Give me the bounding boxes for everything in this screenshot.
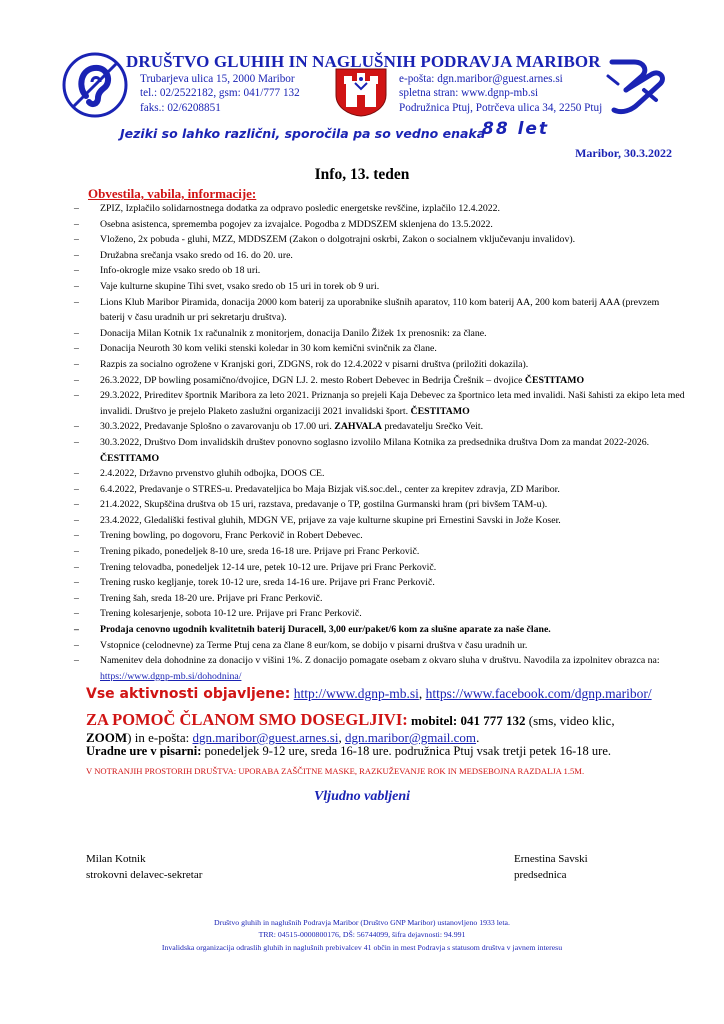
- list-dash: –: [74, 577, 79, 589]
- list-item: [74, 466, 686, 482]
- list-item: [74, 357, 686, 373]
- email-end: .: [476, 730, 480, 745]
- list-dash: –: [74, 561, 79, 573]
- list-item-text: Namenitev dela dohodnine za donacijo v višini 1%. Z donacijo pomagate osebam z okvaro sluha v društvu. Navodila za izpolnitev obrazca na:: [100, 655, 660, 667]
- list-item: [74, 513, 686, 529]
- office-hours-text: ponedeljek 9-12 ure, sreda 16-18 ure. podružnica Ptuj vsak tretji petek 16-18 ure.: [201, 744, 612, 758]
- list-dash: –: [74, 483, 79, 495]
- safety-warning: V NOTRANJIH PROSTORIH DRUŠTVA: UPORABA ZAŠČITNE MASKE, RAZKUŽEVANJE ROK IN MEDSEBOJNA RAZDALJA 1.5M.: [86, 766, 585, 776]
- list-item-text: Donacija Neuroth 30 kom veliki stenski koledar in 30 kom kemični svinčnik za člane.: [100, 343, 437, 355]
- list-item-congrats: ČESTITAMO: [410, 405, 470, 417]
- ear-logo-icon: [62, 52, 128, 118]
- list-item-text: Družabna srečanja vsako sredo od 16. do 20. ure.: [100, 249, 293, 261]
- section-title: Obvestila, vabila, informacije:: [88, 186, 257, 201]
- list-dash: –: [74, 639, 79, 651]
- email-separator: ,: [338, 730, 345, 745]
- footer-line: Društvo gluhih in naglušnih Podravja Maribor (Društvo GNP Maribor) ustanovljeno 1933 leta.: [214, 918, 510, 927]
- list-item: [74, 263, 686, 279]
- list-item-text: 30.3.2022, Društvo Dom invalidskih društev ponovno soglasno izvolilo Milana Kotnika za predsednika društva Dom za mandat 2022-2026.: [100, 436, 650, 448]
- list-item: [74, 482, 686, 498]
- list-item: [74, 528, 686, 544]
- list-item-text: Trening pikado, ponedeljek 8-10 ure, sreda 16-18 ure. Prijave pri Franc Perkovič.: [100, 546, 420, 558]
- branch-line: Podružnica Ptuj, Potrčeva ulica 34, 2250 Ptuj: [399, 101, 603, 114]
- closing-regards: Vljudno vabljeni: [313, 789, 411, 804]
- footer-line: Invalidska organizacija odraslih gluhih in naglušnih prebivalcev 41 občin in mest Podravja s statusom društva v javnem interesu: [161, 942, 563, 952]
- list-dash: –: [74, 358, 79, 370]
- list-item: [74, 373, 686, 389]
- list-item-text: Trening bowling, po dogovoru, Franc Perkovič in Robert Debevec.: [100, 530, 363, 542]
- list-item: [74, 622, 686, 638]
- contact-mobile: mobitel: 041 777 132: [407, 713, 526, 728]
- list-item-text: ZPIZ, Izplačilo solidarnostnega dodatka za odpravo posledic energetske revščine, izplačilo 12.4.2022.: [100, 203, 501, 214]
- email-link-gmail[interactable]: dgn.maribor@gmail.com: [344, 730, 477, 745]
- list-item-text: Trening rusko kegljanje, torek 10-12 ure, sreda 14-16 ure. Prijave pri Franc Perkovič.: [100, 577, 435, 589]
- list-item: [74, 388, 686, 419]
- list-item-text: 2.4.2022, Državno prvenstvo gluhih odbojka, DOOS CE.: [100, 468, 325, 480]
- list-item-text: Trening telovadba, ponedeljek 12-14 ure, petek 10-12 ure. Prijave pri Franc Perkovič.: [100, 561, 437, 573]
- anniversary-years: 88 let: [482, 119, 550, 139]
- list-item: [74, 497, 686, 513]
- list-item-text: Osebna asistenca, sprememba pogojev za izvajalce. Pogodba z MDDSZEM sklenjena do 13.5.2022.: [100, 218, 493, 230]
- list-dash: –: [74, 499, 79, 511]
- list-item-text: Info-okrogle mize vsako sredo ob 18 uri.: [100, 265, 261, 277]
- list-item: [74, 638, 686, 654]
- activities-line: [86, 686, 652, 702]
- phone-line: tel.: 02/2522182, gsm: 041/777 132: [140, 87, 300, 100]
- list-item-text: Vaje kulturne skupine Tihi svet, vsako sredo ob 15 uri in torek ob 9 uri.: [100, 280, 380, 292]
- list-item: [74, 606, 686, 622]
- website-link[interactable]: http://www.dgnp-mb.si: [293, 686, 419, 701]
- list-item-text: Lions Klub Maribor Piramida, donacija 2000 kom baterij za uporabnike slušnih aparatov, 110 kom baterij AA, 200 kom baterij AAA (prevzem baterij v času uradnih ur pri sekretarju društva).: [100, 296, 660, 324]
- list-dash: –: [74, 514, 79, 526]
- list-dash: –: [74, 608, 79, 620]
- list-dash: –: [74, 530, 79, 542]
- signature-right: [514, 851, 588, 883]
- list-dash: –: [74, 374, 79, 386]
- contact-heading: ZA POMOČ ČLANOM SMO DOSEGLJIVI:: [86, 710, 408, 729]
- list-item-text-after: predavatelju Srečko Veit.: [382, 421, 484, 433]
- list-item-text: 26.3.2022, DP bowling posamično/dvojice, DGN LJ. 2. mesto Robert Debevec in Bedrija Črešnik – dvojice: [100, 374, 525, 386]
- list-item-text: Donacija Milan Kotnik 1x računalnik z monitorjem, donacija Danilo Žižek 1x prenosnik: za člane.: [100, 327, 487, 339]
- list-item-text: Vloženo, 2x pobuda - gluhi, MZZ, MDDSZEM (Zakon o dolgotrajni oskrbi, Zakon o socialnem vključevanju invalidov).: [100, 234, 576, 246]
- signer-role: predsednica: [514, 869, 567, 881]
- address-right: [399, 72, 602, 115]
- list-item: [74, 295, 686, 326]
- list-item: [74, 435, 686, 466]
- list-item-text: 23.4.2022, Gledališki festival gluhih, MDGN VE, prijave za vaje kulturne skupine pri Ernestini Savski in Jože Koser.: [100, 514, 561, 526]
- list-item-text: Trening kolesarjenje, sobota 10-12 ure. Prijave pri Franc Perkovič.: [100, 608, 362, 620]
- signer-name: Milan Kotnik: [86, 853, 146, 865]
- website-line: spletna stran: www.dgnp-mb.si: [399, 87, 539, 100]
- list-dash: –: [74, 280, 79, 292]
- list-dash: –: [74, 327, 79, 339]
- list-item: [74, 591, 686, 607]
- list-item: [74, 217, 686, 233]
- list-item: [74, 279, 686, 295]
- list-dash: –: [74, 296, 79, 308]
- contact-zoom: ZOOM: [86, 730, 128, 745]
- list-item: [74, 653, 686, 684]
- contact-email-prefix: ) in e-pošta:: [127, 730, 193, 745]
- list-dash: –: [74, 421, 79, 433]
- list-item-text: Prodaja cenovno ugodnih kvalitetnih baterij Duracell, 3,00 eur/paket/6 kom za slušne aparate za naše člane.: [100, 624, 551, 636]
- list-item: [74, 341, 686, 357]
- list-item-emphasis: ZAHVALA: [334, 421, 383, 433]
- email-link-arnes[interactable]: dgn.maribor@guest.arnes.si: [192, 730, 339, 745]
- footer-line: TRR: 04515-0000800176, DŠ: 56744099, šifra dejavnosti: 94.991: [258, 930, 466, 940]
- list-item-text: Trening šah, sreda 18-20 ure. Prijave pri Franc Perkovič.: [100, 592, 323, 604]
- list-dash: –: [74, 468, 79, 480]
- list-dash: –: [74, 234, 79, 246]
- list-item-text: 6.4.2022, Predavanje o STRES-u. Predavateljica bo Maja Bizjak viš.soc.del., center za krepitev zdravja, ZD Maribor.: [100, 483, 560, 495]
- document-title: Info, 13. teden: [314, 166, 410, 183]
- activities-label: Vse aktivnosti objavljene:: [86, 686, 291, 702]
- list-item-text: 30.3.2022, Predavanje Splošno o zavarovanju ob 17.00 uri.: [100, 421, 335, 433]
- organization-name: DRUŠTVO GLUHIH IN NAGLUŠNIH PODRAVJA MARIBOR: [126, 52, 601, 71]
- list-item: [74, 326, 686, 342]
- facebook-link[interactable]: https://www.facebook.com/dgnp.maribor/: [425, 686, 652, 701]
- list-item: [74, 419, 686, 435]
- list-dash: –: [74, 592, 79, 604]
- email-line: e-pošta: dgn.maribor@guest.arnes.si: [399, 73, 563, 85]
- fax-line: faks.: 02/6208851: [140, 101, 221, 114]
- list-item-text: Vstopnice (celodnevne) za Terme Ptuj cena za člane 8 eur/kom, se dobijo v pisarni društva v času uradnih ur.: [100, 639, 528, 651]
- office-hours-label: Uradne ure v pisarni:: [86, 744, 202, 758]
- signature-left: [86, 851, 202, 883]
- list-dash: –: [74, 218, 79, 230]
- document-date: Maribor, 30.3.2022: [575, 146, 672, 160]
- list-item: [74, 201, 686, 217]
- announcement-list: [74, 201, 686, 684]
- list-item: [74, 544, 686, 560]
- footer: [0, 917, 724, 954]
- list-dash: –: [74, 343, 79, 355]
- list-dash: –: [74, 655, 79, 667]
- list-item-congrats: ČESTITAMO: [524, 374, 585, 386]
- list-dash: –: [74, 249, 79, 261]
- list-item: [74, 575, 686, 591]
- address-left: [140, 72, 300, 115]
- list-dash: –: [74, 390, 79, 402]
- list-dash: –: [74, 203, 79, 214]
- list-item: [74, 560, 686, 576]
- signer-name: Ernestina Savski: [514, 853, 588, 865]
- list-item-text: 29.3.2022, Prireditev športnik Maribora za leto 2021. Priznanja so prejeli Kaja Debevec za športnico leta med invalidi. Naši šahisti za ekipo leta med invalidi. Društvo je prejelo Plaketo zaslužni organizaciji 2021 invalidski šport.: [100, 390, 685, 417]
- list-item: [74, 248, 686, 264]
- signer-role: strokovni delavec-sekretar: [86, 869, 203, 881]
- list-dash: –: [74, 624, 79, 636]
- list-dash: –: [74, 546, 79, 558]
- list-item-text: 21.4.2022, Skupščina društva ob 15 uri, razstava, predavanje o TP, gostilna Gurmanski hram (pri bivšem TAM-u).: [100, 499, 548, 511]
- list-item: [74, 232, 686, 248]
- contact-mobile-note: (sms, video klic,: [525, 713, 615, 728]
- office-hours: [86, 744, 611, 759]
- contact-block: [86, 711, 686, 746]
- dohodnina-link[interactable]: https://www.dgnp-mb.si/dohodnina/: [100, 670, 242, 682]
- maribor-crest-icon: [332, 65, 390, 117]
- list-item-congrats: ČESTITAMO: [100, 452, 160, 464]
- link-separator: ,: [418, 686, 426, 701]
- address-line: Trubarjeva ulica 15, 2000 Maribor: [140, 73, 295, 85]
- list-item-text: Razpis za socialno ogrožene v Kranjski gori, ZDGNS, rok do 12.4.2022 v pisarni društva (priložiti dokazila).: [100, 358, 529, 370]
- list-dash: –: [74, 265, 79, 277]
- list-dash: –: [74, 436, 79, 448]
- slogan: Jeziki so lahko različni, sporočila pa so vedno enaka: [120, 126, 486, 141]
